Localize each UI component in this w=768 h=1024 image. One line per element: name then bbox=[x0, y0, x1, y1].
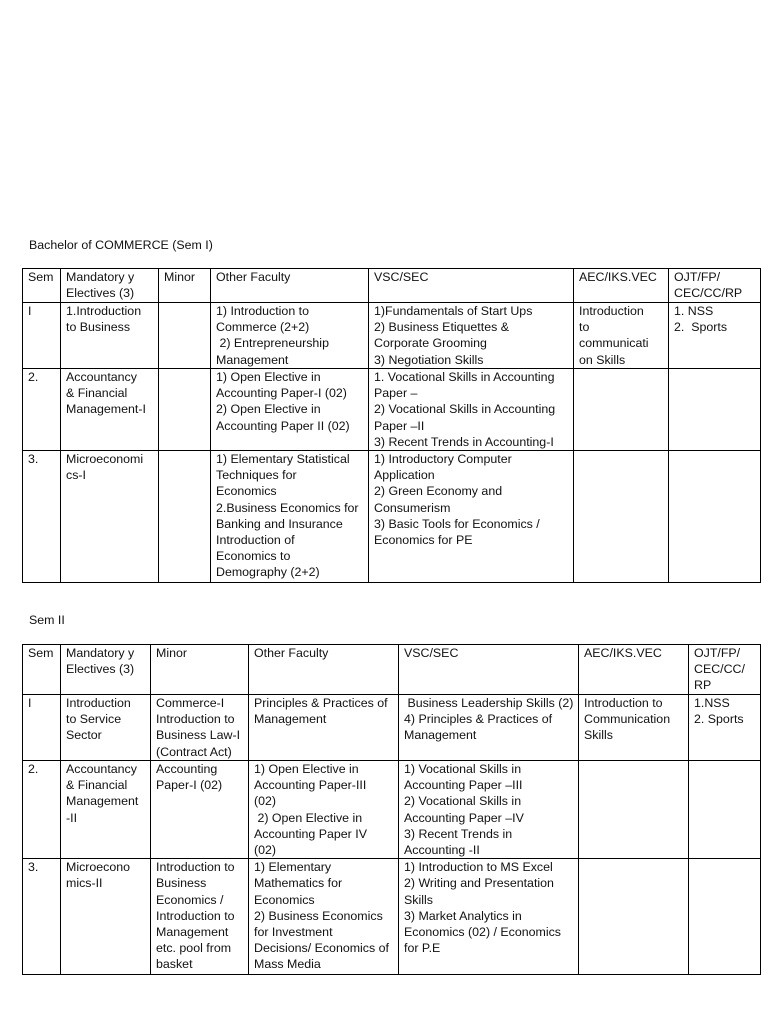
column-header-ojt-fp-cec-cc-rp: OJT/FP/ CEC/CC/RP bbox=[669, 269, 761, 303]
cell-vsc-sec: 1) Introductory Computer Application 2) Green Economy and Consumerism 3) Basic Tools for Economics / Economics for PE bbox=[369, 451, 574, 583]
cell-other-faculty: 1) Elementary Mathematics for Economics 2) Business Economics for Investment Decisions/ Economics of Mass Media bbox=[249, 859, 399, 975]
cell-vsc-sec: 1) Vocational Skills in Accounting Paper –III 2) Vocational Skills in Accounting Paper –IV 3) Recent Trends in Accounting -II bbox=[399, 761, 579, 859]
cell-aec-iks-vec bbox=[574, 369, 669, 451]
cell-vsc-sec: 1)Fundamentals of Start Ups 2) Business Etiquettes & Corporate Grooming 3) Negotiation Skills bbox=[369, 303, 574, 369]
cell-ojt-fp-cec-cc-rp: 1. NSS 2. Sports bbox=[669, 303, 761, 369]
cell-sem: I bbox=[23, 695, 61, 761]
cell-aec-iks-vec bbox=[579, 761, 689, 859]
column-header-ojt-fp-cec-cc-rp: OJT/FP/ CEC/CC/ RP bbox=[689, 645, 761, 695]
header-row bbox=[23, 645, 761, 695]
column-header-minor: Minor bbox=[159, 269, 211, 303]
cell-vsc-sec: 1) Introduction to MS Excel 2) Writing and Presentation Skills 3) Market Analytics in Economics (02) / Economics for P.E bbox=[399, 859, 579, 975]
column-header-other-faculty: Other Faculty bbox=[249, 645, 399, 695]
cell-aec-iks-vec bbox=[574, 451, 669, 583]
table-row bbox=[23, 451, 761, 583]
course-table-sem-2 bbox=[22, 644, 761, 975]
column-header-aec-iks-vec: AEC/IKS.VEC bbox=[579, 645, 689, 695]
column-header-aec-iks-vec: AEC/IKS.VEC bbox=[574, 269, 669, 303]
column-header-mandatory-electives: Mandatory y Electives (3) bbox=[61, 645, 151, 695]
cell-other-faculty: Principles & Practices of Management bbox=[249, 695, 399, 761]
cell-minor: Accounting Paper-I (02) bbox=[151, 761, 249, 859]
cell-ojt-fp-cec-cc-rp bbox=[689, 761, 761, 859]
section-title-sem-1: Bachelor of COMMERCE (Sem I) bbox=[29, 238, 213, 252]
cell-minor bbox=[159, 303, 211, 369]
table-body bbox=[23, 645, 761, 975]
cell-sem: 2. bbox=[23, 369, 61, 451]
cell-minor bbox=[159, 369, 211, 451]
cell-aec-iks-vec bbox=[579, 859, 689, 975]
cell-ojt-fp-cec-cc-rp: 1.NSS 2. Sports bbox=[689, 695, 761, 761]
cell-mandatory-electives: Microecono mics-II bbox=[61, 859, 151, 975]
cell-minor: Commerce-I Introduction to Business Law-I (Contract Act) bbox=[151, 695, 249, 761]
table-row bbox=[23, 369, 761, 451]
cell-other-faculty: 1) Elementary Statistical Techniques for Economics 2.Business Economics for Banking and Insurance Introduction of Economics to Demography (2+2) bbox=[211, 451, 369, 583]
cell-other-faculty: 1) Open Elective in Accounting Paper-III (02) 2) Open Elective in Accounting Paper IV (02) bbox=[249, 761, 399, 859]
column-header-vsc-sec: VSC/SEC bbox=[369, 269, 574, 303]
cell-aec-iks-vec: Introduction to Communication Skills bbox=[579, 695, 689, 761]
column-header-minor: Minor bbox=[151, 645, 249, 695]
column-header-other-faculty: Other Faculty bbox=[211, 269, 369, 303]
header-row bbox=[23, 269, 761, 303]
cell-mandatory-electives: Accountancy & Financial Management -II bbox=[61, 761, 151, 859]
cell-aec-iks-vec: Introduction to communicati on Skills bbox=[574, 303, 669, 369]
cell-vsc-sec: 1. Vocational Skills in Accounting Paper – 2) Vocational Skills in Accounting Paper –II 3) Recent Trends in Accounting-I bbox=[369, 369, 574, 451]
cell-sem: I bbox=[23, 303, 61, 369]
column-header-mandatory-electives: Mandatory y Electives (3) bbox=[61, 269, 159, 303]
cell-other-faculty: 1) Introduction to Commerce (2+2) 2) Entrepreneurship Management bbox=[211, 303, 369, 369]
table-row bbox=[23, 761, 761, 859]
column-header-sem: Sem bbox=[23, 645, 61, 695]
table-row bbox=[23, 303, 761, 369]
cell-sem: 3. bbox=[23, 451, 61, 583]
cell-other-faculty: 1) Open Elective in Accounting Paper-I (02) 2) Open Elective in Accounting Paper II (02) bbox=[211, 369, 369, 451]
cell-ojt-fp-cec-cc-rp bbox=[669, 451, 761, 583]
cell-sem: 2. bbox=[23, 761, 61, 859]
cell-ojt-fp-cec-cc-rp bbox=[689, 859, 761, 975]
cell-minor bbox=[159, 451, 211, 583]
column-header-sem: Sem bbox=[23, 269, 61, 303]
table-row bbox=[23, 695, 761, 761]
cell-vsc-sec: Business Leadership Skills (2) 4) Principles & Practices of Management bbox=[399, 695, 579, 761]
cell-minor: Introduction to Business Economics / Introduction to Management etc. pool from basket bbox=[151, 859, 249, 975]
cell-mandatory-electives: Introduction to Service Sector bbox=[61, 695, 151, 761]
section-title-sem-2: Sem II bbox=[29, 613, 65, 627]
table-body bbox=[23, 269, 761, 583]
cell-sem: 3. bbox=[23, 859, 61, 975]
course-table-sem-1 bbox=[22, 268, 761, 583]
table-row bbox=[23, 859, 761, 975]
column-header-vsc-sec: VSC/SEC bbox=[399, 645, 579, 695]
cell-ojt-fp-cec-cc-rp bbox=[669, 369, 761, 451]
cell-mandatory-electives: Microeconomi cs-I bbox=[61, 451, 159, 583]
cell-mandatory-electives: 1.Introduction to Business bbox=[61, 303, 159, 369]
cell-mandatory-electives: Accountancy & Financial Management-I bbox=[61, 369, 159, 451]
